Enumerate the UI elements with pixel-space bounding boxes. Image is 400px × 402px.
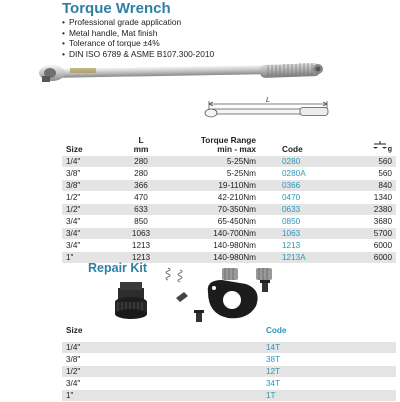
- cell-code: 14T: [264, 342, 396, 354]
- cell-code: 38T: [264, 354, 396, 366]
- cell-size: 3/8": [62, 354, 264, 366]
- cell-range: 70-350Nm: [166, 204, 270, 216]
- cell-range: 140-980Nm: [166, 240, 270, 252]
- cell-size: 3/8": [62, 168, 116, 180]
- table-row: [62, 354, 396, 366]
- cell-weight: 560: [344, 168, 396, 180]
- header-size: Size: [66, 144, 83, 154]
- torque-wrench-illustration: [0, 0, 400, 136]
- cell-size: 1": [62, 252, 116, 264]
- cell-weight: 560: [344, 156, 396, 168]
- feature-item: • Metal handle, Mat finish: [62, 28, 214, 39]
- cell-range: 140-980Nm: [166, 252, 270, 264]
- cell-length: 1213: [116, 252, 166, 264]
- table-row: [62, 192, 396, 204]
- table-row: [62, 228, 396, 240]
- header-code: Code: [282, 144, 303, 154]
- wrench-photo: [39, 63, 323, 82]
- cell-size: 1": [62, 390, 264, 402]
- cell-size: 1/2": [62, 204, 116, 216]
- header-weight-unit: g: [387, 146, 392, 153]
- specs-table: [62, 136, 396, 264]
- cell-code: 1063: [270, 228, 344, 240]
- cell-length: 1063: [116, 228, 166, 240]
- cell-weight: 5700: [344, 228, 396, 240]
- table-row: [62, 204, 396, 216]
- cell-size: 1/4": [62, 342, 264, 354]
- clip-part: [176, 292, 188, 302]
- cell-length: 470: [116, 192, 166, 204]
- cell-code: 0470: [270, 192, 344, 204]
- repair-kit-table: [62, 326, 396, 402]
- ratchet-gear-part: [115, 282, 147, 319]
- cell-weight: 3680: [344, 216, 396, 228]
- table-row: [62, 342, 396, 354]
- cell-length: 850: [116, 216, 166, 228]
- cell-code: 1T: [264, 390, 396, 402]
- header-length-mm: mm: [133, 144, 149, 154]
- cell-code: 12T: [264, 366, 396, 378]
- repair-header-size: Size: [66, 326, 83, 335]
- table-row: [62, 168, 396, 180]
- cell-code: 34T: [264, 378, 396, 390]
- table-header-row: [62, 136, 396, 156]
- cell-code: 0366: [270, 180, 344, 192]
- cell-size: 1/2": [62, 366, 264, 378]
- pawl-part: [222, 268, 272, 280]
- repair-kit-illustration: [0, 262, 400, 328]
- cell-range: 140-700Nm: [166, 228, 270, 240]
- header-range-line1: Torque Range: [200, 135, 256, 145]
- cell-length: 633: [116, 204, 166, 216]
- feature-item: • Professional grade application: [62, 17, 214, 28]
- header-length: [116, 136, 166, 156]
- cell-length: 280: [116, 156, 166, 168]
- cell-weight: 2380: [344, 204, 396, 216]
- table-row: [62, 156, 396, 168]
- cell-weight: 6000: [344, 240, 396, 252]
- table-row: [62, 240, 396, 252]
- dimension-label: L: [266, 97, 270, 104]
- cell-code: 1213A: [270, 252, 344, 264]
- cell-code: 1213: [270, 240, 344, 252]
- repair-header-row: [62, 326, 396, 342]
- header-length-l: L: [138, 135, 144, 145]
- cell-code: 0850: [270, 216, 344, 228]
- cell-range: 65-450Nm: [166, 216, 270, 228]
- cell-weight: 1340: [344, 192, 396, 204]
- cover-plate-part: [208, 280, 258, 318]
- cell-size: 3/8": [62, 180, 116, 192]
- scale-icon: [372, 140, 388, 154]
- cell-code: 0280A: [270, 168, 344, 180]
- header-range-line2: min - max: [217, 144, 256, 154]
- cell-size: 1/4": [62, 156, 116, 168]
- page-title: Torque Wrench: [62, 0, 171, 17]
- cell-size: 1/2": [62, 192, 116, 204]
- cell-length: 280: [116, 168, 166, 180]
- feature-item: • Tolerance of torque ±4%: [62, 38, 214, 49]
- header-range: [166, 136, 270, 156]
- cell-size: 3/4": [62, 378, 264, 390]
- cell-range: 19-110Nm: [166, 180, 270, 192]
- repair-kit-title: Repair Kit: [88, 261, 148, 275]
- cell-code: 0280: [270, 156, 344, 168]
- header-weight: [344, 136, 396, 156]
- cell-length: 366: [116, 180, 166, 192]
- table-row: [62, 216, 396, 228]
- cell-range: 5-25Nm: [166, 156, 270, 168]
- cell-size: 3/4": [62, 216, 116, 228]
- spring-part: [166, 268, 182, 282]
- table-row: [62, 378, 396, 390]
- cell-range: 5-25Nm: [166, 168, 270, 180]
- table-row: [62, 366, 396, 378]
- cell-weight: 840: [344, 180, 396, 192]
- cell-length: 1213: [116, 240, 166, 252]
- feature-item: • DIN ISO 6789 & ASME B107.300-2010: [62, 49, 214, 60]
- cell-size: 3/4": [62, 228, 116, 240]
- table-row: [62, 180, 396, 192]
- cell-size: 3/4": [62, 240, 116, 252]
- cell-range: 42-210Nm: [166, 192, 270, 204]
- cell-weight: 6000: [344, 252, 396, 264]
- repair-header-code: Code: [266, 326, 287, 335]
- cell-code: 0633: [270, 204, 344, 216]
